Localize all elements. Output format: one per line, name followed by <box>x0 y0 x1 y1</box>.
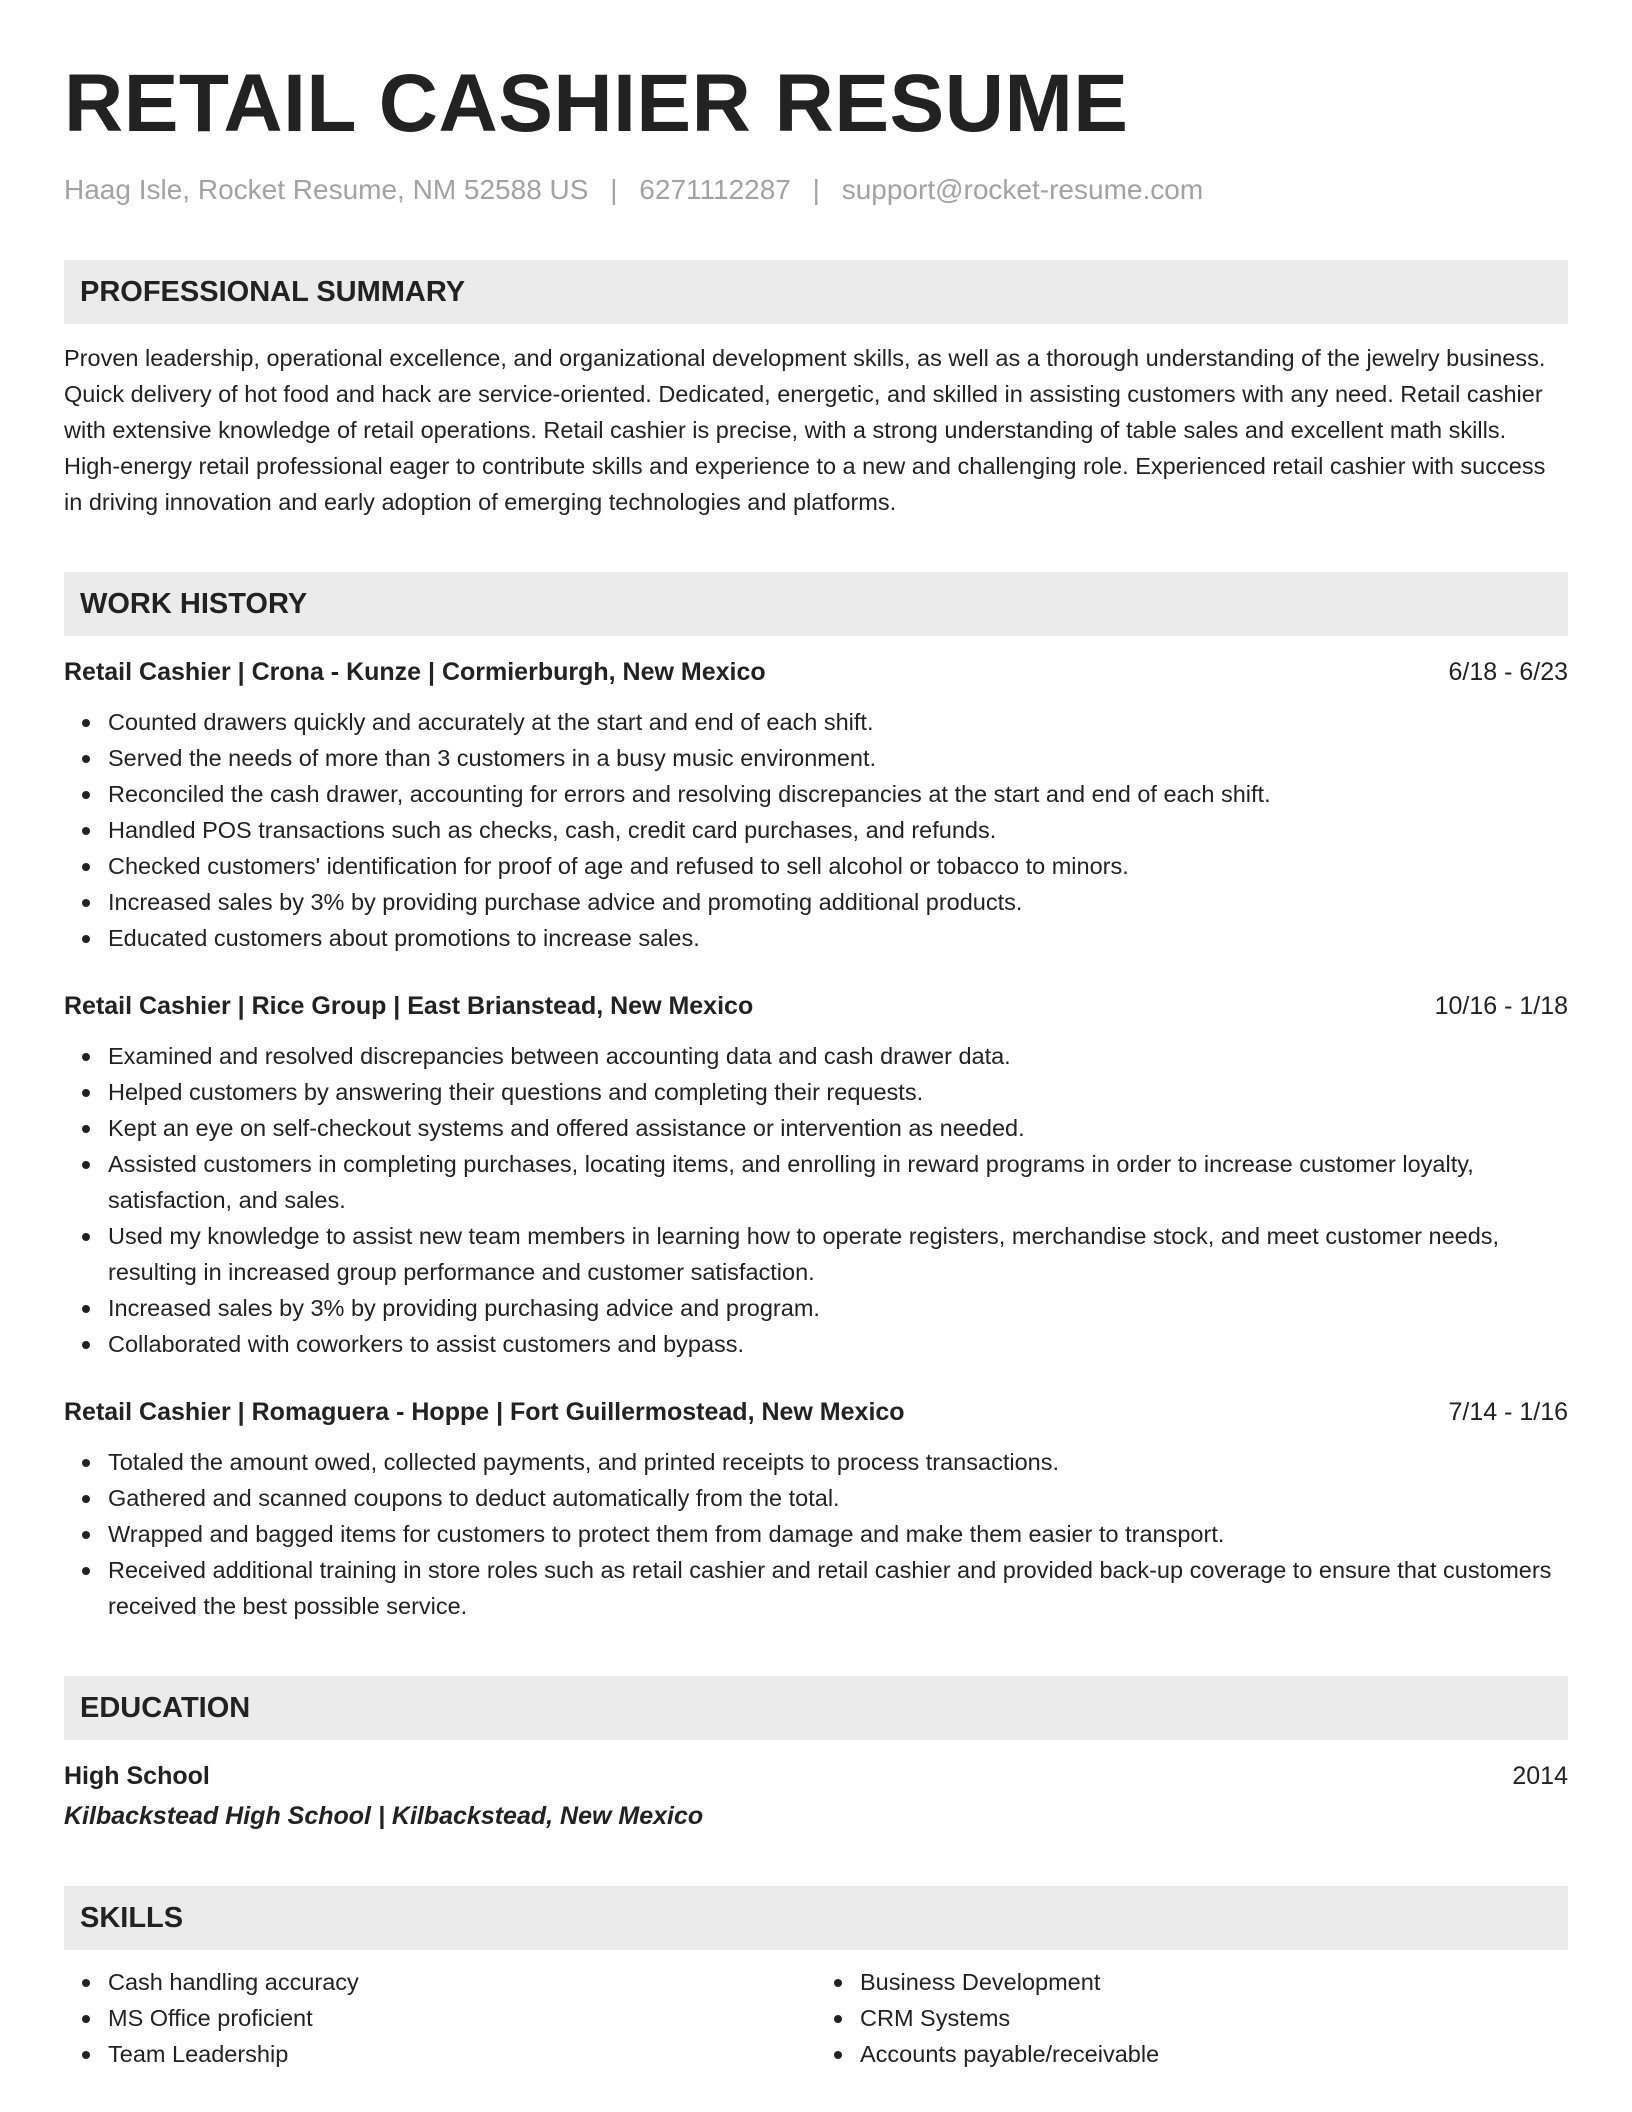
list-item: Used my knowledge to assist new team members in learning how to operate registers, merchandise stock, and meet customer needs, resulting in increased group performance and customer satisfaction. <box>108 1218 1568 1290</box>
job-header <box>64 654 1568 690</box>
job-entry <box>64 988 1568 1362</box>
list-item: Increased sales by 3% by providing purchasing advice and program. <box>108 1290 1568 1326</box>
job-entry <box>64 654 1568 956</box>
skills-list <box>64 1964 1568 2072</box>
list-item: Checked customers' identification for proof of age and refused to sell alcohol or tobacco to minors. <box>108 848 1568 884</box>
list-item: Wrapped and bagged items for customers to protect them from damage and make them easier to transport. <box>108 1516 1568 1552</box>
job-bullets <box>64 1038 1568 1362</box>
education-degree: High School <box>64 1762 210 1790</box>
job-dates: 6/18 - 6/23 <box>1448 658 1568 686</box>
summary-text: Proven leadership, operational excellence, and organizational development skills, as well as a thorough understanding of the jewelry business. Quick delivery of hot food and hack are service-oriented. Dedicated, energetic, and skilled in assisting customers with any need. Retail cashier with extensive knowledge of retail operations. Retail cashier is precise, with a strong understanding of table sales and excellent math skills. High-energy retail professional eager to contribute skills and experience to a new and challenging role. Experienced retail cashier with success in driving innovation and early adoption of emerging technologies and platforms. <box>64 345 1546 515</box>
list-item: MS Office proficient <box>108 2000 816 2036</box>
education-school: Kilbackstead High School | Kilbackstead, New Mexico <box>64 1802 704 1830</box>
list-item: Served the needs of more than 3 customers in a busy music environment. <box>108 740 1568 776</box>
job-title: Retail Cashier | Rice Group | East Brianstead, New Mexico <box>64 992 754 1020</box>
list-item: Assisted customers in completing purchases, locating items, and enrolling in reward programs in order to increase customer loyalty, satisfaction, and sales. <box>108 1146 1568 1218</box>
list-item: Helped customers by answering their questions and completing their requests. <box>108 1074 1568 1110</box>
skills-column-left <box>64 1964 816 2072</box>
list-item: Accounts payable/receivable <box>860 2036 1568 2072</box>
list-item: Examined and resolved discrepancies between accounting data and cash drawer data. <box>108 1038 1568 1074</box>
job-title: Retail Cashier | Romaguera - Hoppe | Fort Guillermostead, New Mexico <box>64 1398 905 1426</box>
contact-separator: | <box>812 174 820 205</box>
education-year: 2014 <box>1512 1762 1568 1790</box>
list-item: Business Development <box>860 1964 1568 2000</box>
list-item: Increased sales by 3% by providing purchase advice and promoting additional products. <box>108 884 1568 920</box>
list-item: Educated customers about promotions to increase sales. <box>108 920 1568 956</box>
job-dates: 10/16 - 1/18 <box>1434 992 1568 1020</box>
contact-phone: 6271112287 <box>639 174 791 205</box>
skills-column-right <box>816 1964 1568 2072</box>
list-item: Totaled the amount owed, collected payments, and printed receipts to process transactions. <box>108 1444 1568 1480</box>
job-header <box>64 1394 1568 1430</box>
list-item: Collaborated with coworkers to assist customers and bypass. <box>108 1326 1568 1362</box>
list-item: Reconciled the cash drawer, accounting for errors and resolving discrepancies at the start and end of each shift. <box>108 776 1568 812</box>
summary-heading: PROFESSIONAL SUMMARY <box>64 260 1568 324</box>
job-entry <box>64 1394 1568 1624</box>
education-entry <box>64 1758 1568 1834</box>
job-header <box>64 988 1568 1024</box>
work-history-heading: WORK HISTORY <box>64 572 1568 636</box>
job-title: Retail Cashier | Crona - Kunze | Cormierburgh, New Mexico <box>64 658 766 686</box>
list-item: CRM Systems <box>860 2000 1568 2036</box>
list-item: Handled POS transactions such as checks, cash, credit card purchases, and refunds. <box>108 812 1568 848</box>
resume-title: RETAIL CASHIER RESUME <box>64 58 1129 149</box>
contact-line <box>64 172 1568 208</box>
skills-heading: SKILLS <box>64 1886 1568 1950</box>
contact-address: Haag Isle, Rocket Resume, NM 52588 US <box>64 174 589 205</box>
list-item: Gathered and scanned coupons to deduct automatically from the total. <box>108 1480 1568 1516</box>
education-header <box>64 1758 1568 1794</box>
job-dates: 7/14 - 1/16 <box>1448 1398 1568 1426</box>
list-item: Counted drawers quickly and accurately at the start and end of each shift. <box>108 704 1568 740</box>
contact-email: support@rocket-resume.com <box>841 174 1204 205</box>
contact-separator: | <box>610 174 618 205</box>
job-bullets <box>64 704 1568 956</box>
list-item: Kept an eye on self-checkout systems and offered assistance or intervention as needed. <box>108 1110 1568 1146</box>
list-item: Cash handling accuracy <box>108 1964 816 2000</box>
job-bullets <box>64 1444 1568 1624</box>
list-item: Received additional training in store roles such as retail cashier and retail cashier and provided back-up coverage to ensure that customers received the best possible service. <box>108 1552 1568 1624</box>
list-item: Team Leadership <box>108 2036 816 2072</box>
education-heading: EDUCATION <box>64 1676 1568 1740</box>
